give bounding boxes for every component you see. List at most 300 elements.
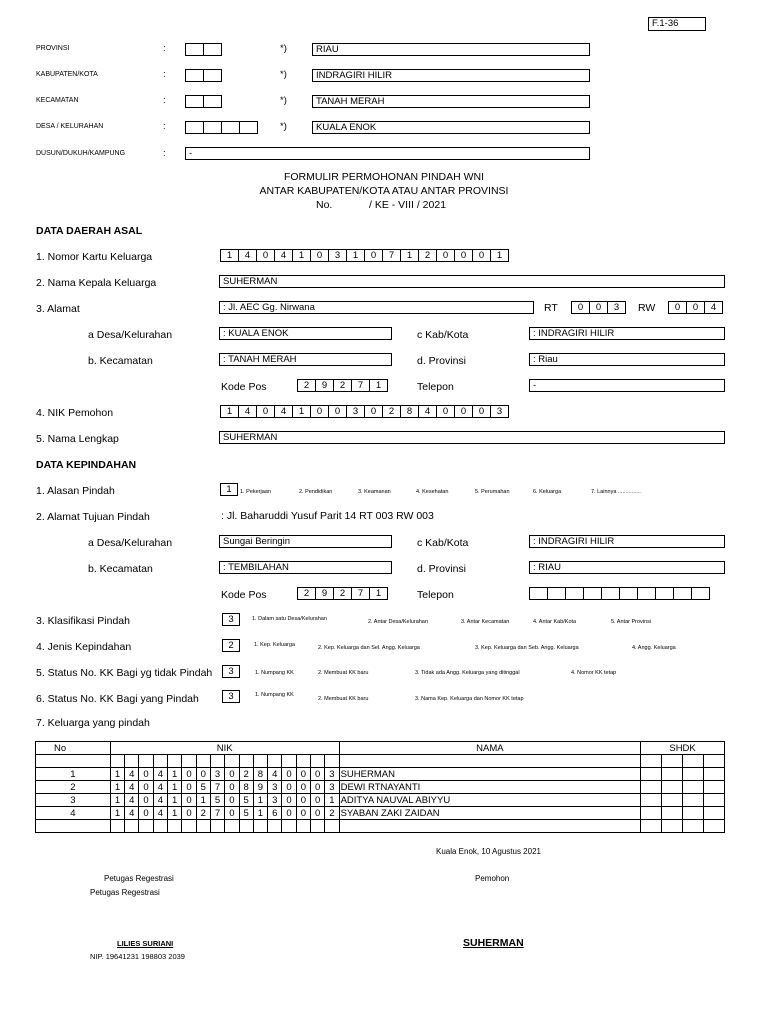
tujuan-desa-field[interactable]: Sungai Beringin xyxy=(219,535,392,548)
status-pindah-label: 6. Status No. KK Bagi yang Pindah xyxy=(36,693,199,705)
jenis-option: 4. Angg. Keluarga xyxy=(632,645,676,651)
row-no: 2 xyxy=(36,781,111,794)
digit-cell[interactable]: 2 xyxy=(333,587,352,600)
digit-cell[interactable]: 0 xyxy=(472,249,491,262)
nik-digit: 0 xyxy=(225,794,239,807)
klasifikasi-option: 3. Antar Kecamatan xyxy=(461,619,510,625)
nik-digit: 1 xyxy=(110,807,124,820)
nik-digit xyxy=(282,755,296,768)
nik-digit: 2 xyxy=(239,768,253,781)
keluarga-table xyxy=(35,741,725,833)
digit-cell[interactable]: 1 xyxy=(292,405,311,418)
alasan-option: 6. Keluarga xyxy=(533,489,562,495)
table-row xyxy=(36,794,725,807)
nik-digit xyxy=(296,755,310,768)
nik-digit xyxy=(253,755,267,768)
shdk-cell xyxy=(662,794,683,807)
section-asal: DATA DAERAH ASAL xyxy=(36,225,143,237)
digit-cell[interactable]: 0 xyxy=(328,405,347,418)
digit-cell[interactable] xyxy=(601,587,620,600)
nik-digit: 2 xyxy=(196,807,210,820)
shdk-cell xyxy=(662,807,683,820)
nik-digit xyxy=(296,820,310,833)
tujuan-kodepos-label: Kode Pos xyxy=(221,589,267,601)
nik-digit xyxy=(310,755,324,768)
nik-digit xyxy=(153,820,167,833)
shdk-cell xyxy=(641,794,662,807)
nik-digit: 8 xyxy=(239,781,253,794)
nik-digit: 0 xyxy=(139,768,153,781)
nik-digit: 1 xyxy=(168,768,182,781)
digit-cell[interactable] xyxy=(673,587,692,600)
table-row xyxy=(36,768,725,781)
row-nama: SYABAN ZAKI ZAIDAN xyxy=(339,807,641,820)
jenis-option: 1. Kep. Keluarga xyxy=(254,642,295,648)
nik-digit xyxy=(239,820,253,833)
colon: : xyxy=(163,121,166,132)
alamat-field[interactable]: : Jl. AEC Gg. Nirwana xyxy=(219,301,534,314)
nik-digit: 4 xyxy=(125,794,139,807)
shdk-cell xyxy=(641,755,662,768)
nik-digit: 0 xyxy=(282,768,296,781)
digit-cell[interactable]: 1 xyxy=(400,249,419,262)
code-boxes xyxy=(185,121,257,134)
petugas-title: Petugas Regestrasi xyxy=(104,874,174,883)
asal-telepon-label: Telepon xyxy=(417,381,454,393)
header-label: KECAMATAN xyxy=(36,97,79,104)
nik-digit: 1 xyxy=(168,781,182,794)
nik-label: 4. NIK Pemohon xyxy=(36,407,114,419)
nik-digit: 7 xyxy=(210,807,224,820)
digit-cell[interactable]: 4 xyxy=(238,405,257,418)
nik-digit: 3 xyxy=(210,768,224,781)
nik-digit: 1 xyxy=(110,794,124,807)
tujuan-desa-label: a Desa/Kelurahan xyxy=(88,537,173,549)
shdk-cell xyxy=(703,781,724,794)
klasifikasi-option: 4. Antar Kab/Kota xyxy=(533,619,577,625)
alasan-option: 3. Keamanan xyxy=(358,489,391,495)
digit-cell[interactable]: 0 xyxy=(310,405,329,418)
header-label: DUSUN/DUKUH/KAMPUNG xyxy=(36,150,126,157)
nik-digit xyxy=(268,755,282,768)
alasan-option: 5. Perumahan xyxy=(475,489,510,495)
digit-cell[interactable]: 0 xyxy=(571,301,590,314)
digit-cell[interactable] xyxy=(637,587,656,600)
shdk-cell xyxy=(662,768,683,781)
alasan-option: 1. Pekerjaan xyxy=(240,489,271,495)
digit-cell[interactable]: 7 xyxy=(382,249,401,262)
nama-label: 5. Nama Lengkap xyxy=(36,433,119,445)
petugas-title-2: Petugas Regestrasi xyxy=(90,888,160,897)
nik-digit: 1 xyxy=(168,807,182,820)
digit-cell[interactable]: 2 xyxy=(382,405,401,418)
header-nama: NAMA xyxy=(339,742,641,755)
status-pindah-field[interactable]: 3 xyxy=(222,690,240,703)
star-mark: *) xyxy=(280,69,287,80)
nik-digit xyxy=(182,755,196,768)
rw-label: RW xyxy=(638,302,656,314)
shdk-cell xyxy=(662,781,683,794)
digit-cell[interactable]: 0 xyxy=(310,249,329,262)
nik-digit: 1 xyxy=(253,807,267,820)
nik-digit: 0 xyxy=(182,807,196,820)
nik-digit: 0 xyxy=(225,768,239,781)
shdk-cell xyxy=(662,820,683,833)
form-title-2: ANTAR KABUPATEN/KOTA ATAU ANTAR PROVINSI xyxy=(259,185,509,197)
tujuan-kodepos[interactable] xyxy=(297,587,387,600)
shdk-cell xyxy=(682,820,703,833)
nik-digit: 4 xyxy=(153,794,167,807)
nik-digit xyxy=(210,755,224,768)
digit-cell[interactable]: 0 xyxy=(436,249,455,262)
asal-desa-label: a Desa/Kelurahan xyxy=(88,329,173,341)
tujuan-prov-label: d. Provinsi xyxy=(417,563,467,575)
digit-cell[interactable]: 7 xyxy=(351,379,370,392)
nik-digit xyxy=(196,820,210,833)
header-nik: NIK xyxy=(110,742,339,755)
nik-digit: 0 xyxy=(139,807,153,820)
nik-digit: 4 xyxy=(125,768,139,781)
asal-desa-field[interactable]: : KUALA ENOK xyxy=(219,327,392,340)
star-mark: *) xyxy=(280,43,287,54)
table-row xyxy=(36,807,725,820)
digit-cell[interactable]: 3 xyxy=(328,249,347,262)
row-nama: SUHERMAN xyxy=(339,768,641,781)
kabupaten-field[interactable]: INDRAGIRI HILIR xyxy=(312,69,590,82)
code-boxes xyxy=(185,69,221,82)
digit-cell[interactable] xyxy=(691,587,710,600)
nik-digit: 4 xyxy=(125,807,139,820)
digit-cell[interactable] xyxy=(547,587,566,600)
shdk-cell xyxy=(641,820,662,833)
nik-digit xyxy=(168,755,182,768)
nik-digit: 1 xyxy=(110,781,124,794)
row-nama xyxy=(339,820,641,833)
star-mark: *) xyxy=(280,121,287,132)
digit-cell[interactable]: 1 xyxy=(220,249,239,262)
row-no: 1 xyxy=(36,768,111,781)
nik-digit: 0 xyxy=(296,807,310,820)
nik-number[interactable] xyxy=(220,405,508,418)
digit-cell[interactable]: 4 xyxy=(274,405,293,418)
nik-digit xyxy=(325,755,339,768)
nik-digit xyxy=(196,755,210,768)
table-row xyxy=(36,781,725,794)
row-nama xyxy=(339,755,641,768)
digit-cell[interactable]: 0 xyxy=(256,249,275,262)
nik-digit xyxy=(239,755,253,768)
nik-digit: 0 xyxy=(310,807,324,820)
digit-cell[interactable] xyxy=(655,587,674,600)
digit-cell[interactable]: 2 xyxy=(297,379,316,392)
alasan-option: 2. Pendidikan xyxy=(299,489,333,495)
header-shdk: SHDK xyxy=(641,742,725,755)
dusun-field[interactable]: - xyxy=(185,147,590,160)
digit-cell[interactable]: 3 xyxy=(607,301,626,314)
nik-digit: 0 xyxy=(139,794,153,807)
digit-cell[interactable]: 7 xyxy=(351,587,370,600)
nik-digit: 4 xyxy=(153,781,167,794)
tujuan-kec-field[interactable]: : TEMBILAHAN xyxy=(219,561,392,574)
place-date: Kuala Enok, 10 Agustus 2021 xyxy=(436,847,541,856)
nik-digit: 5 xyxy=(239,807,253,820)
nik-digit: 4 xyxy=(153,768,167,781)
nik-digit xyxy=(168,820,182,833)
shdk-cell xyxy=(662,755,683,768)
digit-cell[interactable] xyxy=(583,587,602,600)
digit-cell[interactable]: 0 xyxy=(454,405,473,418)
asal-kec-field[interactable]: : TANAH MERAH xyxy=(219,353,392,366)
shdk-cell xyxy=(641,807,662,820)
header-label: DESA / KELURAHAN xyxy=(36,123,104,130)
nik-digit: 5 xyxy=(210,794,224,807)
klasifikasi-option: 2. Antar Desa/Kelurahan xyxy=(368,619,428,625)
nik-digit: 0 xyxy=(225,781,239,794)
tujuan-kab-field[interactable]: : INDRAGIRI HILIR xyxy=(529,535,725,548)
klasifikasi-option: 1. Dalam satu Desa/Kelurahan xyxy=(252,616,327,622)
nik-digit: 4 xyxy=(268,768,282,781)
digit-cell[interactable]: 8 xyxy=(400,405,419,418)
nik-digit: 8 xyxy=(253,768,267,781)
shdk-cell xyxy=(703,755,724,768)
form-number-label: No. xyxy=(316,199,333,211)
alamat-label: 3. Alamat xyxy=(36,303,80,315)
shdk-cell xyxy=(703,768,724,781)
digit-cell[interactable]: 4 xyxy=(704,301,723,314)
digit-cell[interactable]: 9 xyxy=(315,379,334,392)
nik-digit: 7 xyxy=(210,781,224,794)
table-row xyxy=(36,755,725,768)
shdk-cell xyxy=(703,820,724,833)
pemohon-name: SUHERMAN xyxy=(463,937,524,949)
shdk-cell xyxy=(682,755,703,768)
tujuan-telepon-label: Telepon xyxy=(417,589,454,601)
row-no: 4 xyxy=(36,807,111,820)
kk-number[interactable] xyxy=(220,249,508,262)
digit-cell[interactable]: 1 xyxy=(292,249,311,262)
nik-digit xyxy=(310,820,324,833)
nik-digit: 6 xyxy=(268,807,282,820)
digit-cell[interactable]: 1 xyxy=(369,379,388,392)
digit-cell[interactable]: 0 xyxy=(364,405,383,418)
nik-digit: 5 xyxy=(196,781,210,794)
asal-prov-field[interactable]: : Riau xyxy=(529,353,725,366)
shdk-cell xyxy=(682,807,703,820)
jenis-field[interactable]: 2 xyxy=(222,639,240,652)
asal-prov-label: d. Provinsi xyxy=(417,355,467,367)
klasifikasi-field[interactable]: 3 xyxy=(222,613,240,626)
digit-cell[interactable]: 0 xyxy=(472,405,491,418)
nik-digit: 0 xyxy=(282,807,296,820)
asal-kodepos[interactable] xyxy=(297,379,387,392)
digit-cell[interactable]: 1 xyxy=(346,249,365,262)
colon: : xyxy=(163,43,166,54)
kepala-label: 2. Nama Kepala Keluarga xyxy=(36,277,157,289)
digit-cell[interactable]: 0 xyxy=(256,405,275,418)
nik-digit: 3 xyxy=(268,781,282,794)
nik-digit xyxy=(225,755,239,768)
digit-cell[interactable]: 1 xyxy=(220,405,239,418)
digit-cell[interactable]: 9 xyxy=(315,587,334,600)
colon: : xyxy=(163,69,166,80)
digit-cell[interactable] xyxy=(619,587,638,600)
nik-digit: 5 xyxy=(239,794,253,807)
digit-cell[interactable]: 4 xyxy=(238,249,257,262)
alasan-field[interactable]: 1 xyxy=(220,483,238,496)
asal-kab-label: c Kab/Kota xyxy=(417,329,469,341)
digit-cell[interactable]: 4 xyxy=(418,405,437,418)
nik-digit: 0 xyxy=(282,781,296,794)
star-mark: *) xyxy=(280,95,287,106)
row-no: 3 xyxy=(36,794,111,807)
nik-digit: 1 xyxy=(168,794,182,807)
kk-label: 1. Nomor Kartu Keluarga xyxy=(36,251,153,263)
nik-digit: 0 xyxy=(182,794,196,807)
digit-cell[interactable] xyxy=(565,587,584,600)
nik-digit xyxy=(139,820,153,833)
nik-digit: 9 xyxy=(253,781,267,794)
nik-digit: 0 xyxy=(310,781,324,794)
asal-telepon-field[interactable]: - xyxy=(529,379,725,392)
nik-digit: 0 xyxy=(139,781,153,794)
alasan-label: 1. Alasan Pindah xyxy=(36,485,115,497)
provinsi-field[interactable]: RIAU xyxy=(312,43,590,56)
digit-cell[interactable]: 2 xyxy=(418,249,437,262)
nik-digit xyxy=(125,755,139,768)
status-pindah-option: 2. Membuat KK baru xyxy=(318,696,369,702)
nik-digit: 2 xyxy=(325,807,339,820)
nik-digit: 1 xyxy=(253,794,267,807)
digit-cell[interactable]: 2 xyxy=(333,379,352,392)
petugas-nip: NIP. 19641231 198803 2039 xyxy=(90,952,185,961)
nik-digit xyxy=(153,755,167,768)
nik-digit: 0 xyxy=(310,794,324,807)
tujuan-telepon[interactable] xyxy=(529,587,709,600)
shdk-cell xyxy=(641,768,662,781)
status-pindah-option: 1. Numpang KK xyxy=(255,692,294,698)
nik-digit: 0 xyxy=(182,781,196,794)
nama-field[interactable]: SUHERMAN xyxy=(219,431,725,444)
shdk-cell xyxy=(682,781,703,794)
section-pindah: DATA KEPINDAHAN xyxy=(36,459,137,471)
nik-digit: 0 xyxy=(296,794,310,807)
nik-digit xyxy=(268,820,282,833)
nik-digit: 1 xyxy=(325,794,339,807)
nik-digit xyxy=(139,755,153,768)
code-boxes xyxy=(185,43,221,56)
alasan-option: 7. Lainnya ............... xyxy=(591,489,641,495)
row-nama: DEWI RTNAYANTI xyxy=(339,781,641,794)
digit-cell[interactable] xyxy=(529,587,548,600)
nik-digit: 3 xyxy=(325,781,339,794)
nik-digit: 0 xyxy=(196,768,210,781)
digit-cell[interactable]: 0 xyxy=(589,301,608,314)
alasan-option: 4. Kesehatan xyxy=(416,489,449,495)
digit-cell[interactable]: 4 xyxy=(274,249,293,262)
rt-number[interactable] xyxy=(571,301,625,314)
shdk-cell xyxy=(641,781,662,794)
asal-kab-field[interactable]: : INDRAGIRI HILIR xyxy=(529,327,725,340)
header-no: No xyxy=(36,742,111,755)
colon: : xyxy=(163,95,166,106)
form-number-value: / KE - VIII / 2021 xyxy=(369,199,447,211)
nik-digit xyxy=(253,820,267,833)
digit-cell[interactable]: 0 xyxy=(364,249,383,262)
digit-cell[interactable]: 3 xyxy=(490,405,509,418)
status-tidak-option: 4. Nomor KK tetap xyxy=(571,670,617,676)
rt-label: RT xyxy=(544,302,558,314)
nik-digit: 4 xyxy=(125,781,139,794)
nik-digit xyxy=(125,820,139,833)
header-label: PROVINSI xyxy=(36,45,70,52)
klasifikasi-label: 3. Klasifikasi Pindah xyxy=(36,615,130,627)
nik-digit: 3 xyxy=(325,768,339,781)
jenis-option: 3. Kep. Keluarga dan Seb. Angg. Keluarga xyxy=(475,645,579,651)
nik-digit: 0 xyxy=(296,768,310,781)
nik-digit: 0 xyxy=(296,781,310,794)
jenis-option: 2. Kep. Keluarga dan Sel. Angg. Keluarga xyxy=(318,645,420,651)
status-tidak-option: 1. Numpang KK xyxy=(255,670,294,676)
nik-digit: 0 xyxy=(182,768,196,781)
digit-cell[interactable]: 0 xyxy=(454,249,473,262)
form-title-1: FORMULIR PERMOHONAN PINDAH WNI xyxy=(283,171,485,183)
status-tidak-option: 3. Tidak ada Angg. Keluarga yang ditinggal xyxy=(415,670,520,676)
petugas-name: LILIES SURIANI xyxy=(117,939,174,948)
digit-cell[interactable]: 0 xyxy=(668,301,687,314)
asal-kec-label: b. Kecamatan xyxy=(88,355,153,367)
row-no xyxy=(36,820,111,833)
pemohon-title: Pemohon xyxy=(475,874,510,883)
nik-digit xyxy=(110,820,124,833)
kecamatan-field[interactable]: TANAH MERAH xyxy=(312,95,590,108)
digit-cell[interactable]: 1 xyxy=(369,587,388,600)
digit-cell[interactable]: 0 xyxy=(436,405,455,418)
digit-cell[interactable]: 1 xyxy=(490,249,509,262)
shdk-cell xyxy=(682,794,703,807)
tujuan-label: 2. Alamat Tujuan Pindah xyxy=(36,511,150,523)
status-pindah-option: 3. Nama Kep. Keluarga dan Nomor KK tetap xyxy=(415,696,524,702)
desa-field[interactable]: KUALA ENOK xyxy=(312,121,590,134)
digit-cell[interactable]: 2 xyxy=(297,587,316,600)
nik-digit xyxy=(325,820,339,833)
tujuan-kab-label: c Kab/Kota xyxy=(417,537,469,549)
shdk-cell xyxy=(703,794,724,807)
nik-digit: 1 xyxy=(110,768,124,781)
klasifikasi-option: 5. Antar Provinsi xyxy=(611,619,652,625)
tujuan-value[interactable]: : Jl. Baharuddi Yusuf Parit 14 RT 003 RW 003 xyxy=(221,510,434,522)
nik-digit xyxy=(110,755,124,768)
digit-cell[interactable]: 3 xyxy=(346,405,365,418)
nik-digit xyxy=(225,820,239,833)
nik-digit xyxy=(210,820,224,833)
table-row xyxy=(36,820,725,833)
status-tidak-option: 2. Membuat KK baru xyxy=(318,670,369,676)
tujuan-prov-field[interactable]: : RIAU xyxy=(529,561,725,574)
nik-digit: 0 xyxy=(282,794,296,807)
table-header-row xyxy=(36,742,725,755)
nik-digit: 3 xyxy=(268,794,282,807)
code-boxes xyxy=(185,95,221,108)
status-tidak-field[interactable]: 3 xyxy=(222,665,240,678)
digit-cell[interactable]: 0 xyxy=(686,301,705,314)
shdk-cell xyxy=(682,768,703,781)
kepala-field[interactable]: SUHERMAN xyxy=(219,275,725,288)
asal-kodepos-label: Kode Pos xyxy=(221,381,267,393)
rw-number[interactable] xyxy=(668,301,722,314)
nik-digit: 0 xyxy=(225,807,239,820)
nik-digit: 1 xyxy=(196,794,210,807)
shdk-cell xyxy=(703,807,724,820)
